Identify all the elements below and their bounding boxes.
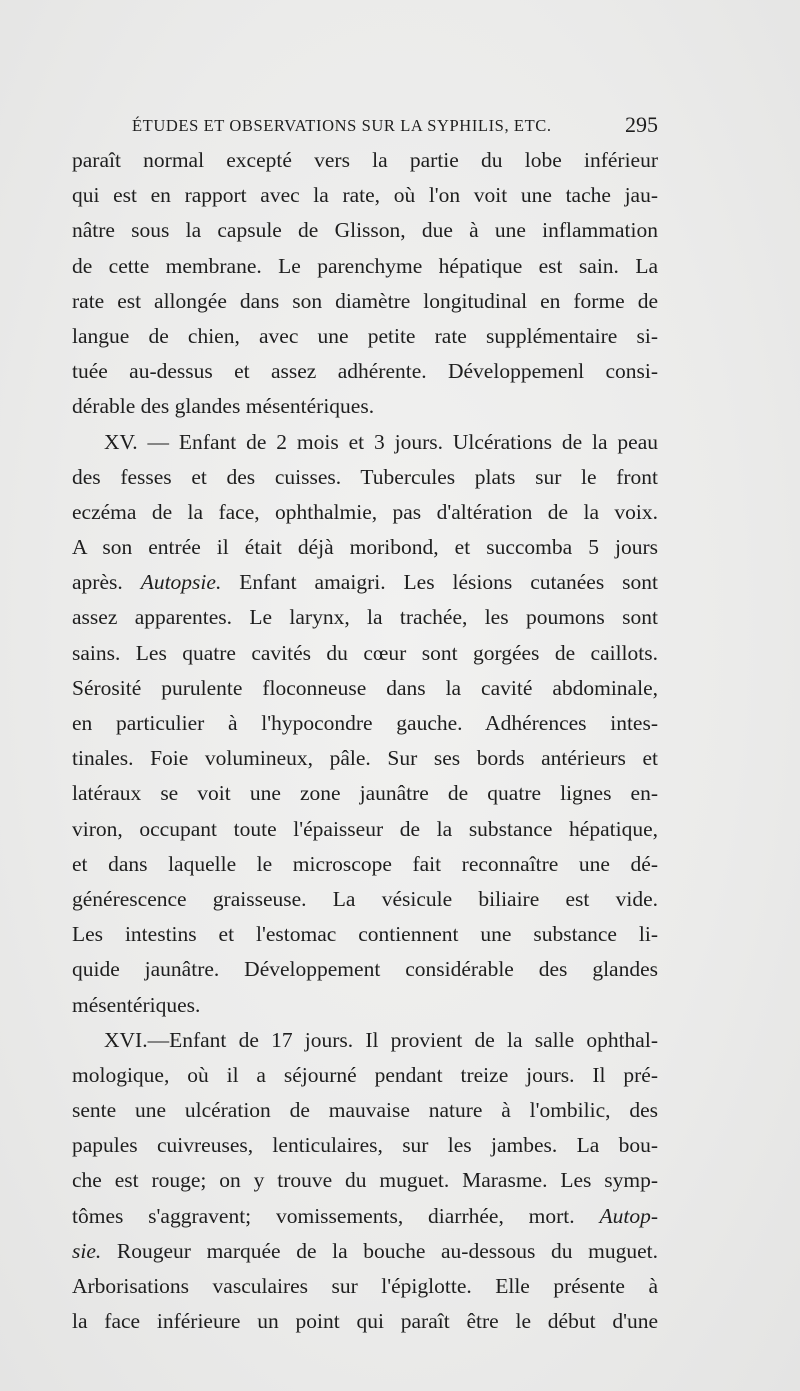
- text-line: viron, occupant toute l'épaisseur de la substance hépatique,: [72, 816, 658, 841]
- text-line: mésentériques.: [72, 992, 201, 1017]
- text-line: langue de chien, avec une petite rate supplémentaire si-: [72, 323, 658, 348]
- text-line: tinales. Foie volumineux, pâle. Sur ses bords antérieurs et: [72, 746, 658, 771]
- text-line: eczéma de la face, ophthalmie, pas d'altération de la voix.: [72, 499, 658, 524]
- text-line: papules cuivreuses, lenticulaires, sur les jambes. La bou-: [72, 1133, 658, 1158]
- text-line: la face inférieure un point qui paraît être le début d'une: [72, 1309, 658, 1334]
- text-line: des fesses et des cuisses. Tubercules plats sur le front: [72, 464, 658, 489]
- text-line: quide jaunâtre. Développement considérable des glandes: [72, 957, 658, 982]
- italic-term: Autopsie.: [140, 570, 222, 595]
- text-line: sente une ulcération de mauvaise nature à l'ombilic, des: [72, 1098, 658, 1123]
- text-line: qui est en rapport avec la rate, où l'on voit une tache jau-: [72, 183, 658, 208]
- text-line: XVI.—Enfant de 17 jours. Il provient de la salle ophthal-: [104, 1027, 658, 1052]
- text-line: XV. — Enfant de 2 mois et 3 jours. Ulcérations de la peau: [104, 429, 658, 454]
- italic-term: Autop-: [599, 1203, 658, 1228]
- text-line: latéraux se voit une zone jaunâtre de quatre lignes en-: [72, 781, 658, 806]
- text-segment: après.: [72, 570, 141, 595]
- text-line: Arborisations vasculaires sur l'épiglotte. Elle présente à: [72, 1274, 658, 1298]
- text-line: Les intestins et l'estomac contiennent une substance li-: [72, 922, 658, 947]
- text-line: nâtre sous la capsule de Glisson, due à une inflammation: [72, 218, 658, 243]
- text-line: A son entrée il était déjà moribond, et succomba 5 jours: [72, 535, 658, 560]
- running-head: [72, 112, 658, 140]
- italic-term: sie.: [72, 1238, 102, 1263]
- body-text: [72, 143, 658, 1339]
- text-line: [72, 1199, 658, 1234]
- page-number: 295: [625, 112, 658, 137]
- text-line: dérable des glandes mésentériques.: [72, 394, 375, 419]
- text-line: sains. Les quatre cavités du cœur sont gorgées de caillots.: [72, 640, 658, 665]
- text-line: rate est allongée dans son diamètre longitudinal en forme de: [72, 288, 658, 313]
- text-segment: tômes s'aggravent; vomissements, diarrhée, mort.: [72, 1203, 600, 1228]
- text-line: che est rouge; on y trouve du muguet. Marasme. Les symp-: [72, 1168, 658, 1193]
- running-title: ÉTUDES ET OBSERVATIONS SUR LA SYPHILIS, ETC.: [132, 116, 552, 135]
- text-segment: Rougeur marquée de la bouche au-dessous du muguet.: [101, 1238, 658, 1263]
- text-line: [72, 1234, 658, 1269]
- text-line: et dans laquelle le microscope fait reconnaître une dé-: [72, 851, 658, 876]
- text-line: générescence graisseuse. La vésicule biliaire est vide.: [72, 886, 658, 911]
- text-line: Sérosité purulente floconneuse dans la cavité abdominale,: [72, 675, 658, 700]
- text-line: mologique, où il a séjourné pendant treize jours. Il pré-: [72, 1062, 658, 1087]
- text-line: tuée au-dessus et assez adhérente. Développemenl consi-: [72, 359, 658, 384]
- text-line: [72, 565, 658, 600]
- text-line: assez apparentes. Le larynx, la trachée, les poumons sont: [72, 605, 658, 630]
- text-line: de cette membrane. Le parenchyme hépatique est sain. La: [72, 253, 658, 278]
- text-segment: Enfant amaigri. Les lésions cutanées sont: [221, 570, 658, 595]
- text-line: en particulier à l'hypocondre gauche. Adhérences intes-: [72, 711, 658, 735]
- text-line: paraît normal excepté vers la partie du lobe inférieur: [72, 148, 658, 172]
